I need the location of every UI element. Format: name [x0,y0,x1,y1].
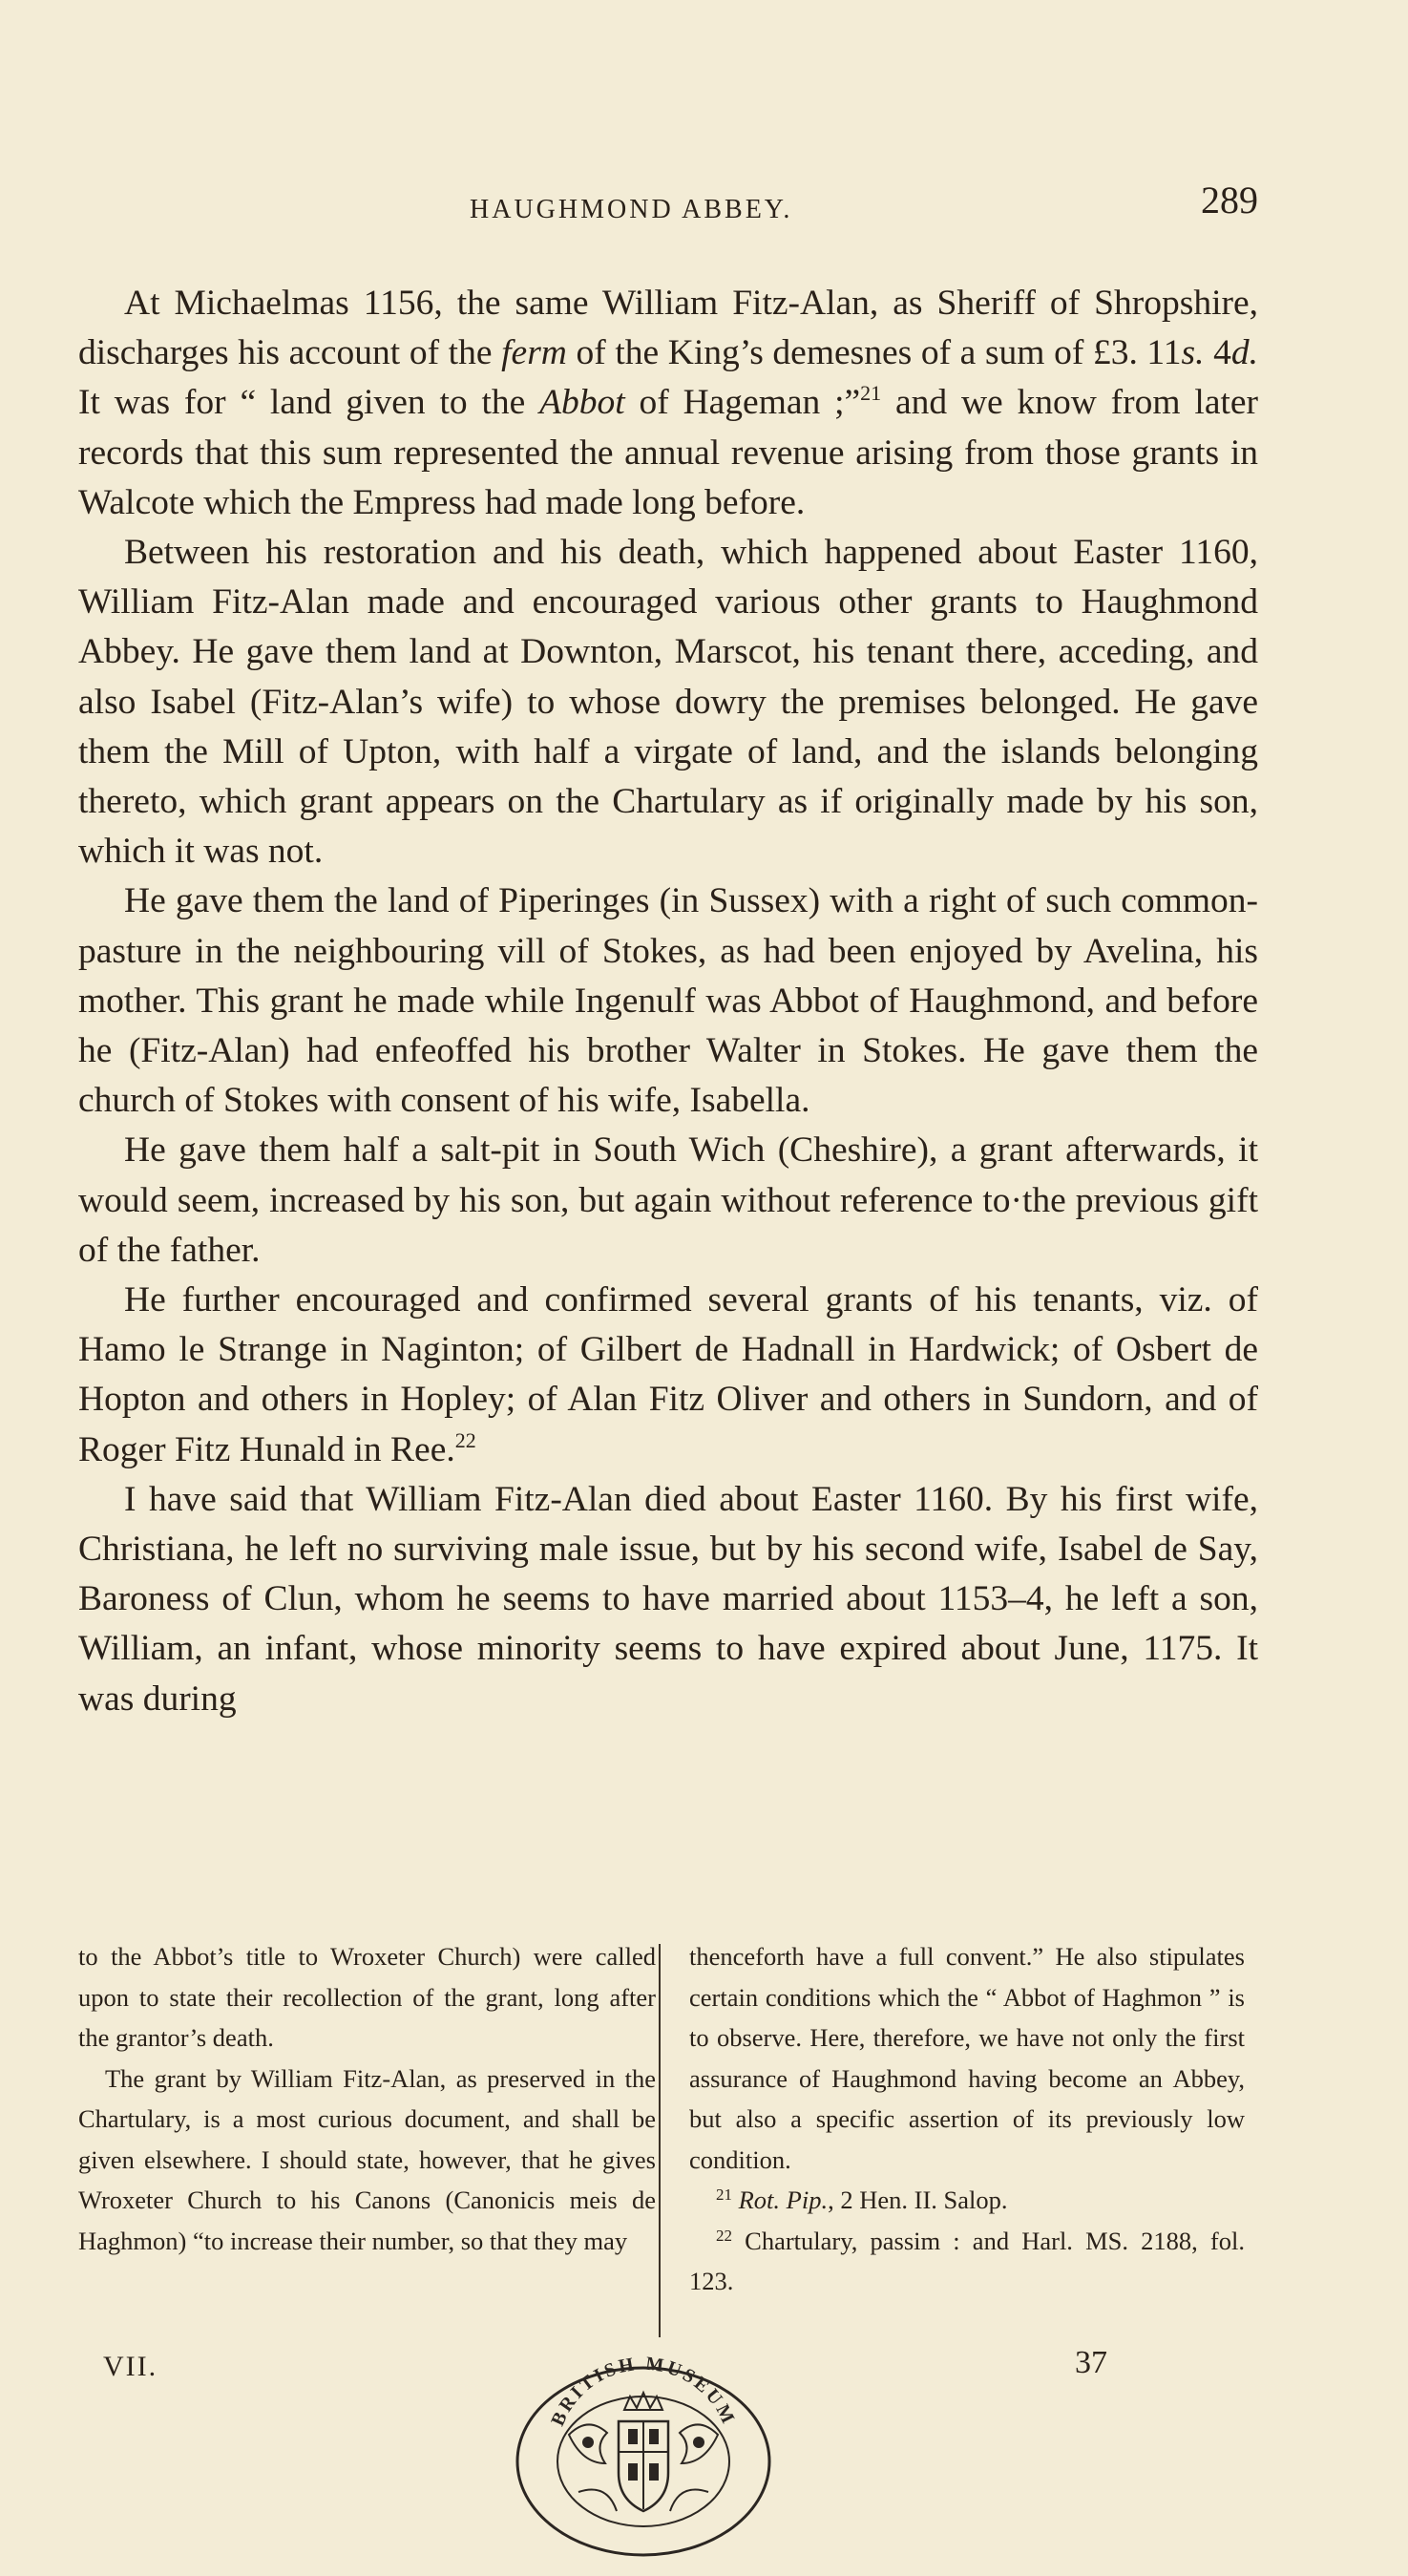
footnotes [78,1936,1245,2337]
main-text [78,279,1258,1724]
running-title: HAUGHMOND ABBEY. [470,195,793,224]
footnote-column-right [689,1936,1245,2302]
footnote-ref-21: 21 [860,381,882,406]
page-number: 289 [1201,179,1258,222]
library-stamp-icon [512,2330,775,2559]
footnote-continuation: to the Abbot’s title to Wroxeter Church) were called upon to state their recollection of the grant, long after the grantor’s death. [78,1942,656,2052]
paragraph-1: At Michaelmas 1156, the same William Fitz-Alan, as Sheriff of Shropshire, discharges his account of the ferm of the King’s demesnes of a sum of £3. 11s. 4d. It was for “ land given to the Abbot of Hageman ;”$^{21}$ and we know from later records that this sum represented the annual revenue arising from those grants in Walcote which the Empress had made long before. [78,284,1259,522]
sheet-number: 37 [1075,2345,1107,2380]
footnote-column-left [78,1936,656,2261]
paragraph-4: He gave them half a salt-pit in South Wich (Cheshire), a grant afterwards, it would seem, increased by his son, but again without reference to·the previous gift of the father. [78,1130,1258,1270]
column-divider [659,1944,661,2337]
page-header [78,178,1258,235]
footnote-22: $^{22}$ Chartulary, passim : and Harl. MS. 2188, fol. 123. [689,2226,1245,2295]
footnote-continuation-right: thenceforth have a full convent.” He also stipulates certain conditions which the “ Abbot of Haghmon ” is to observe. Here, therefore, we have not only the first assurance of Haughmond having become an Abbey, but also a specific assertion of its previously low condition. [689,1942,1245,2174]
footnote-21: $^{21}$ Rot. Pip., 2 Hen. II. Salop. [716,2185,1008,2214]
paragraph-2: Between his restoration and his death, which happened about Easter 1160, William Fitz-Alan made and encouraged various other grants to Haughmond Abbey. He gave them land at Downton, Marscot, his tenant there, acceding, and also Isabel (Fitz-Alan’s wife) to whose dowry the premises belonged. He gave them the Mill of Upton, with half a virgate of land, and the islands belonging thereto, which grant appears on the Chartulary as if originally made by his son, which it was not. [78,533,1258,872]
signature-mark: VII. [103,2351,158,2382]
footnote-ref-22: 22 [454,1427,476,1452]
paragraph-3: He gave them the land of Piperinges (in Sussex) with a right of such common-pasture in the neighbouring vill of Stokes, as had been enjoyed by Avelina, his mother. This grant he made while Ingenulf was Abbot of Haughmond, and before he (Fitz-Alan) had enfeoffed his brother Walter in Stokes. He gave them the church of Stokes with consent of his wife, Isabella. [78,881,1258,1121]
svg-text:BRITISH MUSEUM: BRITISH MUSEUM [547,2353,740,2430]
footnote-paragraph: The grant by William Fitz-Alan, as preserved in the Chartulary, is a most curious document, and shall be given elsewhere. I should state, however, that he gives Wroxeter Church to his Canons (Canonicis meis de Haghmon) “to increase their number, so that they may [78,2063,656,2255]
paragraph-5: He further encouraged and confirmed several grants of his tenants, viz. of Hamo le Strange in Naginton; of Gilbert de Hadnall in Hardwick; of Osbert de Hopton and others in Hopley; of Alan Fitz Oliver and others in Sundorn, and of Roger Fitz Hunald in Ree.$^{22}$ [78,1280,1258,1469]
paragraph-6: I have said that William Fitz-Alan died about Easter 1160. By his first wife, Christiana, he left no surviving male issue, but by his second wife, Isabel de Say, Baroness of Clun, whom he seems to have married about 1153–4, he left a son, William, an infant, whose minority seems to have expired about June, 1175. It was during [78,1479,1258,1719]
